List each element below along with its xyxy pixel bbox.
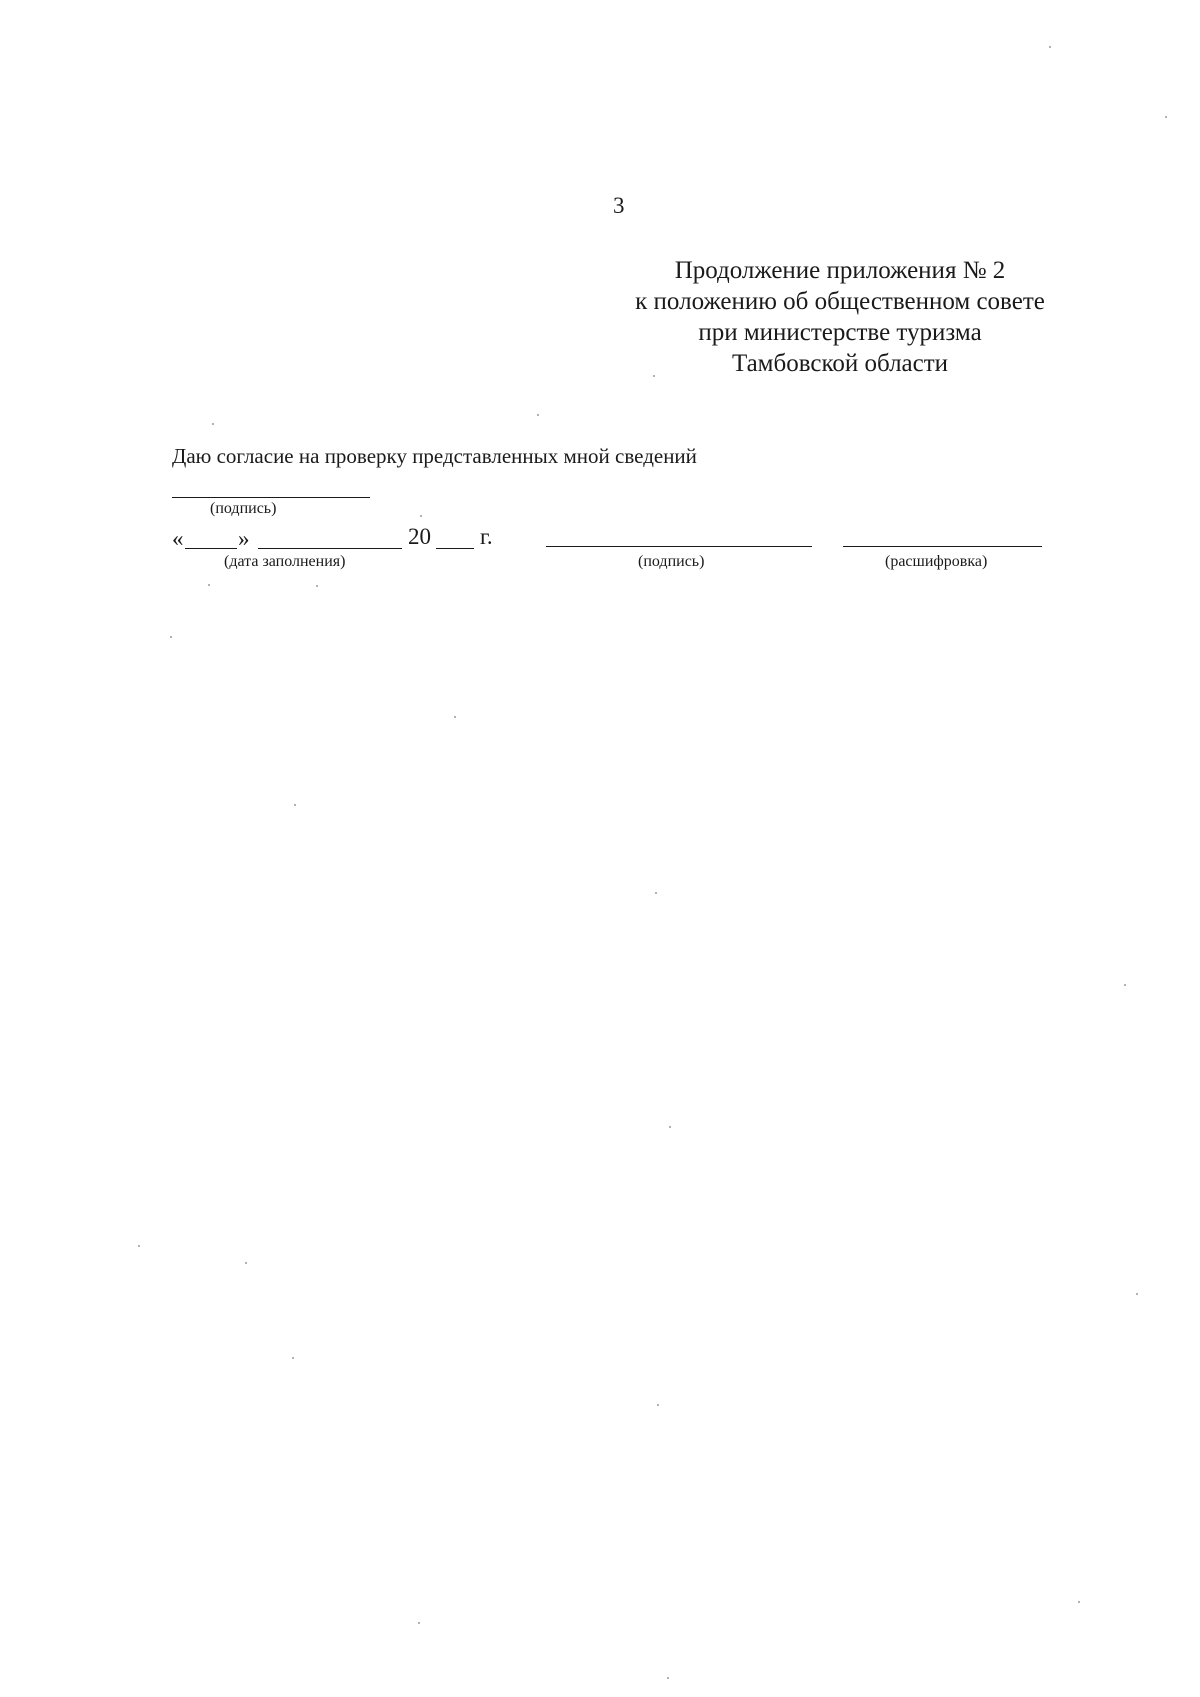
month-blank-line[interactable] [258, 548, 402, 549]
scan-speck [420, 515, 422, 517]
scan-speck [418, 1622, 420, 1624]
year-suffix: г. [480, 524, 493, 549]
scan-speck [669, 1126, 671, 1128]
scan-speck [537, 414, 539, 416]
scan-speck [212, 423, 214, 425]
scan-speck [1165, 116, 1167, 118]
signature-caption: (подпись) [638, 553, 705, 570]
scan-speck [655, 892, 657, 894]
day-blank-line[interactable] [185, 548, 237, 549]
date-open-quote: « [172, 526, 184, 551]
decoding-caption: (расшифровка) [885, 553, 988, 570]
consent-signature-line[interactable] [172, 497, 370, 498]
year-prefix: 20 [408, 524, 431, 549]
appendix-header-line-3: при министерстве туризма [698, 319, 982, 346]
page-number: 3 [613, 193, 625, 218]
scan-speck [294, 804, 296, 806]
date-caption: (дата заполнения) [224, 553, 346, 570]
year-blank-line[interactable] [436, 548, 474, 549]
scan-speck [1049, 46, 1051, 48]
scan-speck [170, 636, 172, 638]
scan-speck [667, 1677, 669, 1679]
appendix-header-line-2: к положению об общественном совете [635, 288, 1045, 315]
appendix-header [600, 255, 1080, 379]
decoding-line[interactable] [843, 546, 1042, 547]
scan-speck [138, 1245, 140, 1247]
scan-speck [657, 1404, 659, 1406]
signature-line[interactable] [546, 546, 812, 547]
date-close-quote: » [238, 526, 250, 551]
appendix-header-line-4: Тамбовской области [731, 350, 949, 377]
consent-statement: Даю согласие на проверку представленных мной сведений [172, 444, 697, 468]
scan-speck [1136, 1293, 1138, 1295]
scan-speck [208, 584, 210, 586]
scan-speck [316, 585, 318, 587]
scan-speck [653, 375, 655, 377]
scan-speck [292, 1357, 294, 1359]
scan-speck [1078, 1601, 1080, 1603]
appendix-header-line-1: Продолжение приложения № 2 [674, 257, 1006, 284]
consent-signature-caption: (подпись) [210, 500, 277, 517]
scan-speck [245, 1262, 247, 1264]
scan-speck [454, 716, 456, 718]
scan-speck [1124, 984, 1126, 986]
